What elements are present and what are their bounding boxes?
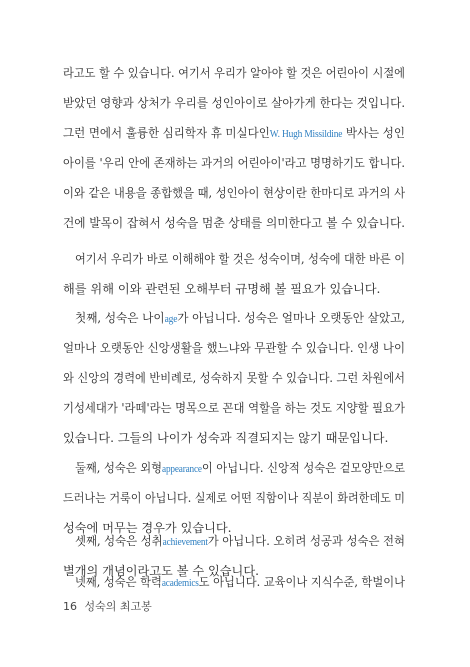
page-number: 16 — [63, 600, 77, 613]
text-line — [63, 363, 405, 393]
text-line — [63, 453, 405, 483]
text-segment: 이와 같은 내용을 종합했을 때, 성인아이 현상이란 한마디로 과거의 사 — [63, 186, 405, 200]
text-segment: 가 아닙니다. 성숙은 얼마나 오랫동안 살았고, — [177, 311, 405, 325]
text-segment: 둘째, 성숙은 외형 — [75, 461, 163, 475]
text-line — [63, 118, 405, 148]
text-segment: 그런 면에서 훌륭한 심리학자 휴 미실다인 — [63, 126, 270, 140]
text-line — [63, 244, 405, 274]
english-gloss: appearance — [162, 464, 202, 475]
page-footer — [63, 598, 152, 614]
text-segment: 넷째, 성숙은 학력 — [75, 575, 162, 589]
text-segment: 박사는 성인 — [342, 126, 405, 140]
english-gloss: age — [164, 314, 178, 325]
text-segment: 건에 발목이 잡혀서 성숙을 멈춘 상태를 의미한다고 볼 수 있습니다. — [63, 216, 405, 230]
text-line — [63, 393, 405, 423]
text-segment: 와 신앙의 경력에 반비례로, 성숙하지 못할 수 있습니다. 그런 차원에서 — [63, 371, 405, 385]
text-line — [63, 333, 405, 363]
text-segment: 기성세대가 '라떼'라는 명목으로 꼰대 역할을 하는 것도 지양할 필요가 — [63, 401, 405, 415]
text-segment: 첫째, 성숙은 나이 — [75, 311, 165, 325]
text-line — [63, 88, 405, 118]
text-line — [63, 58, 405, 88]
text-segment: 여기서 우리가 바로 이해해야 할 것은 성숙이며, 성숙에 대한 바른 이 — [75, 252, 405, 266]
book-title: 성숙의 최고봉 — [84, 600, 152, 613]
text-segment: 라고도 할 수 있습니다. 여기서 우리가 알아야 할 것은 어린아이 시절에 — [63, 66, 405, 80]
english-gloss: achievement — [162, 537, 208, 548]
paragraph — [63, 58, 405, 238]
text-segment: 이 아닙니다. 신앙적 성숙은 겉모양만으로 — [201, 461, 405, 475]
text-line — [63, 567, 405, 597]
text-segment: 아이를 '우리 안에 존재하는 과거의 어린아이'라고 명명하기도 합니다. — [63, 156, 405, 170]
text-segment: 도 아닙니다. 교육이나 지식수준, 학벌이나 — [198, 575, 405, 589]
paragraph — [63, 244, 405, 304]
text-segment: 별개의 개념이라고도 볼 수 있습니다. — [63, 564, 259, 578]
text-line — [63, 526, 405, 556]
text-segment: 드러나는 거룩이 아닙니다. 실제로 어떤 직함이나 직분이 화려한데도 미 — [63, 491, 405, 505]
text-line — [63, 423, 405, 453]
text-segment: 성숙에 머무는 경우가 있습니다. — [63, 521, 232, 535]
text-segment: 받았던 영향과 상처가 우리를 성인아이로 살아가게 한다는 것입니다. — [63, 96, 405, 110]
text-line — [63, 178, 405, 208]
text-segment: 있습니다. 그들의 나이가 성숙과 직결되지는 않기 때문입니다. — [63, 431, 389, 445]
text-segment: 해를 위해 이와 관련된 오해부터 규명해 볼 필요가 있습니다. — [63, 282, 381, 296]
text-line — [63, 208, 405, 238]
text-line — [63, 303, 405, 333]
paragraph — [63, 567, 405, 597]
english-gloss: W. Hugh Missildine — [269, 129, 343, 140]
text-segment: 가 아닙니다. 오히려 성공과 성숙은 전혀 — [207, 534, 405, 548]
text-line — [63, 148, 405, 178]
text-segment: 얼마나 오랫동안 신앙생활을 했느냐와 무관할 수 있습니다. 인생 나이 — [63, 341, 405, 355]
paragraph — [63, 303, 405, 453]
text-line — [63, 483, 405, 513]
text-line — [63, 274, 405, 304]
text-segment: 셋째, 성숙은 성취 — [75, 534, 163, 548]
english-gloss: academics — [161, 578, 199, 589]
